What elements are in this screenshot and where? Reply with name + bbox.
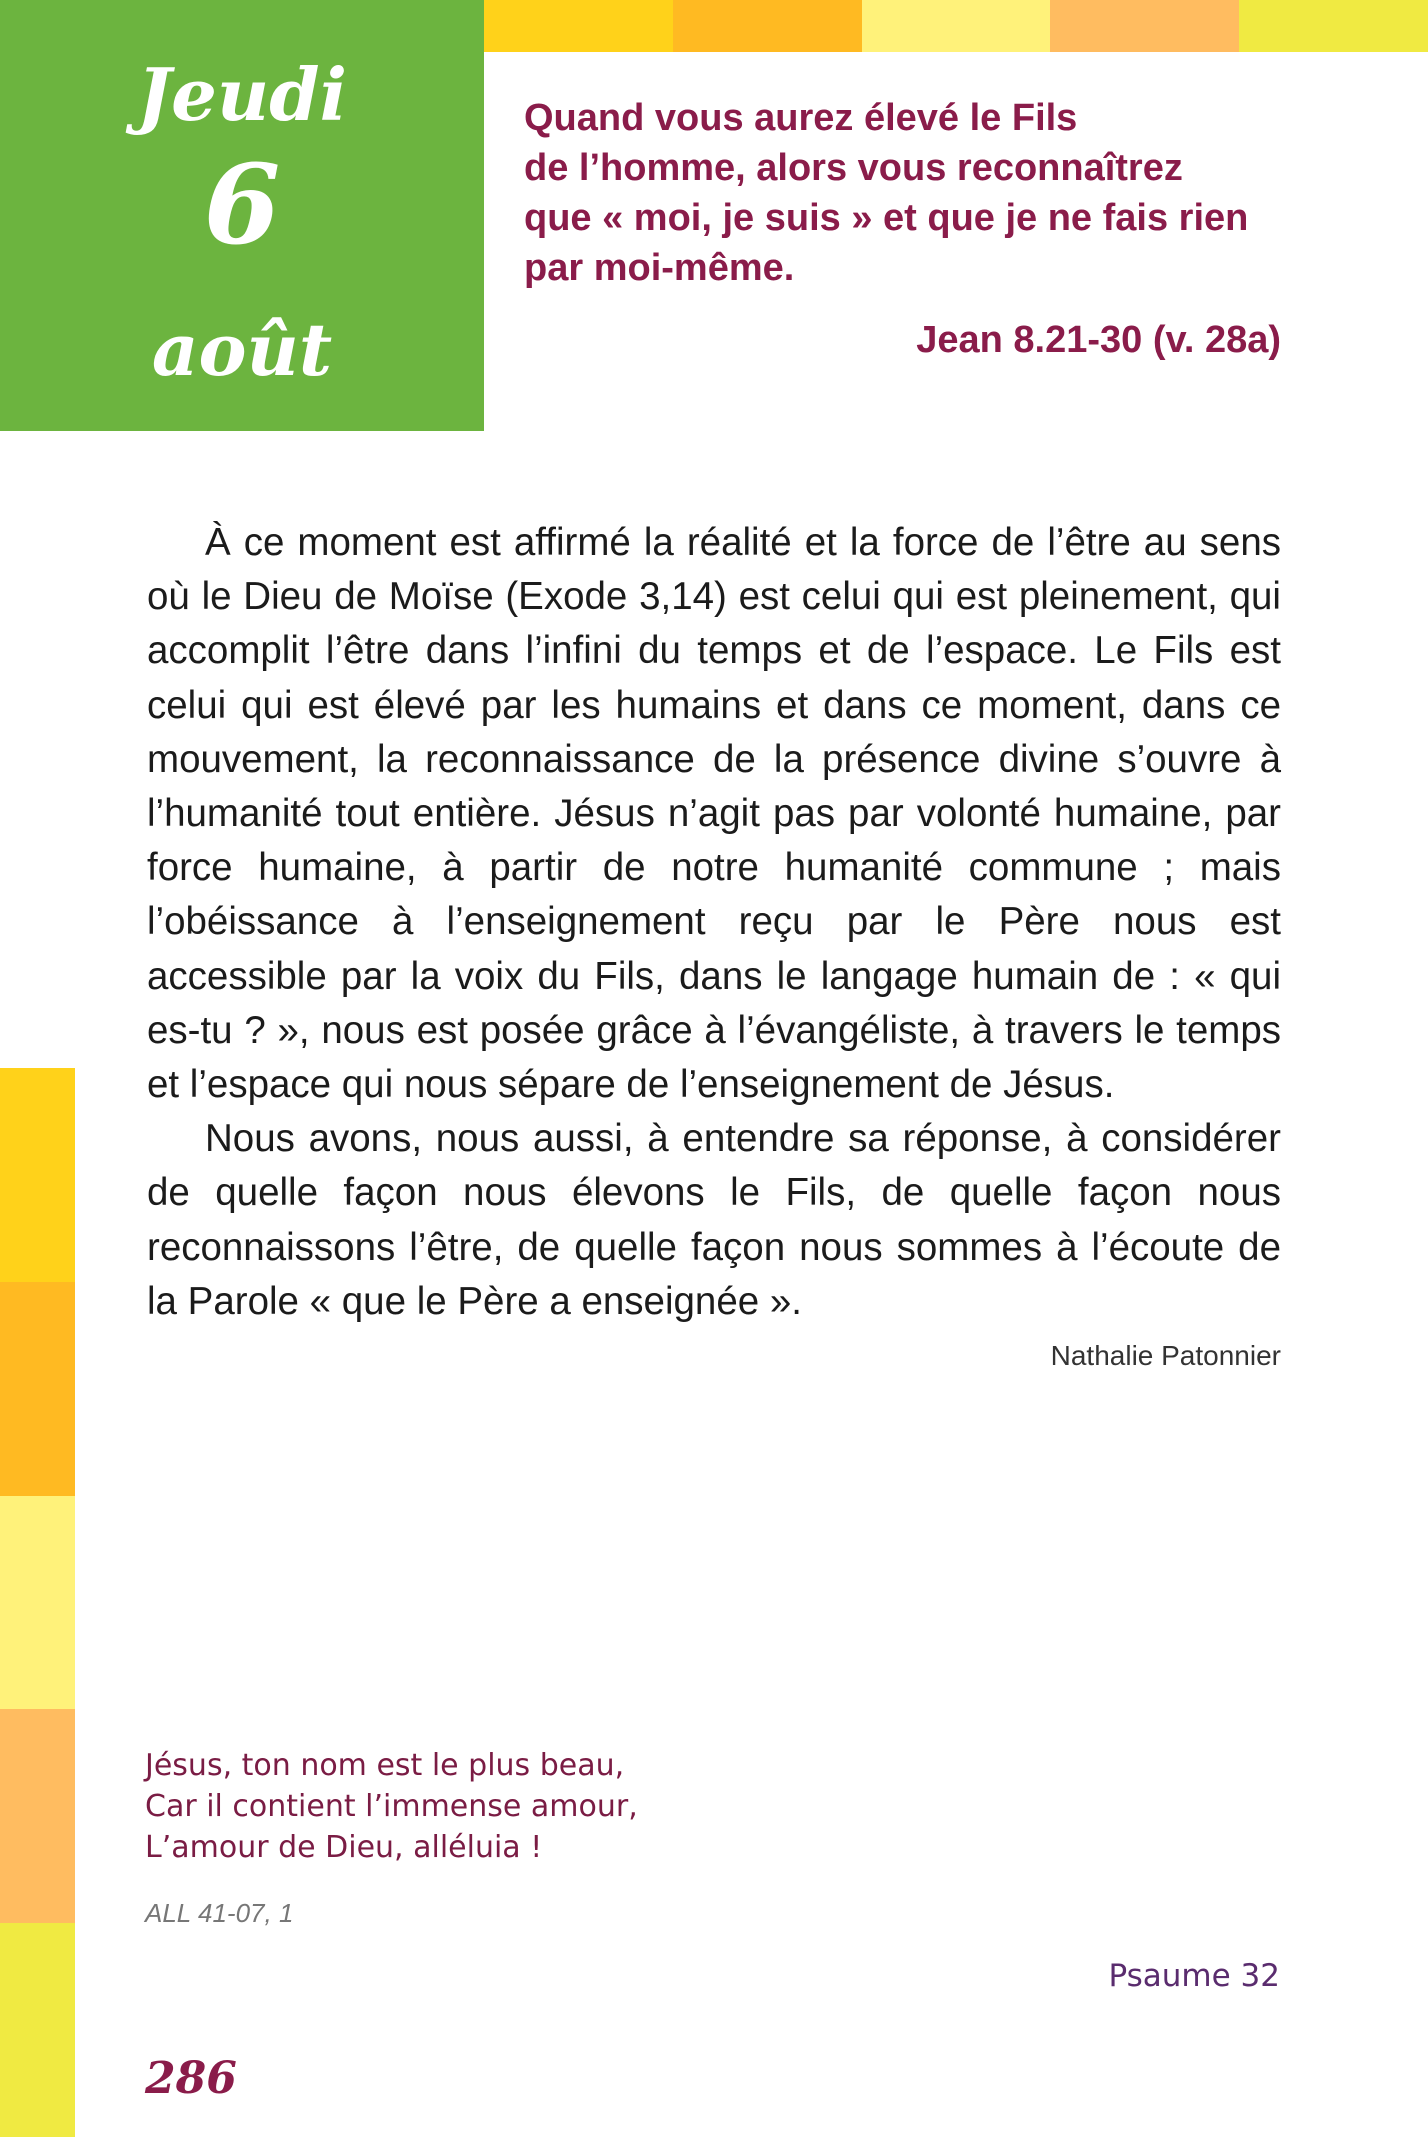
date-day-number: 6 [203, 140, 281, 269]
date-weekday: Jeudi [137, 52, 347, 137]
daily-verse [524, 93, 1284, 293]
date-box [0, 0, 484, 431]
meditation-author: Nathalie Patonnier [1050, 1340, 1281, 1371]
side-color-strip [0, 1068, 75, 2137]
verse-reference: Jean 8.21-30 (v. 28a) [916, 319, 1281, 361]
psalm-reference: Psaume 32 [1108, 1958, 1280, 1994]
top-strip-band-1 [484, 0, 673, 52]
meditation-paragraph: Nous avons, nous aussi, à entendre sa réponse, à considérer de quelle façon nous élevons le Fils, de quelle façon nous reconnaissons l’être, de quelle façon nous sommes à l’écoute de la Parole « que le Père a enseignée ». [147, 1117, 1281, 1323]
side-strip-band-2 [0, 1282, 75, 1496]
meditation-paragraph: À ce moment est affirmé la réalité et la force de l’être au sens où le Dieu de Moïse (Exode 3,14) est celui qui est pleinement, qui accomplit l’être dans l’infini du temps et de l’espace. Le Fils est celui qui est élevé par les humains et dans ce moment, dans ce mouvement, la reconnaissance de la présence divine s’ouvre à l’humanité tout entière. Jésus n’agit pas par volonté humaine, par force humaine, à partir de notre humanité commune ; mais l’obéissance à l’enseignement reçu par le Père nous est accessible par la voix du Fils, dans le langage humain de : « qui es-tu ? », nous est posée grâce à l’évangéliste, à travers le temps et l’espace qui nous sépare de l’enseignement de Jésus. [147, 521, 1281, 1107]
top-color-strip [484, 0, 1428, 52]
page-number: 286 [145, 2053, 237, 2104]
date-month: août [151, 307, 333, 392]
side-strip-band-4 [0, 1709, 75, 1923]
hymn-reference: ALL 41-07, 1 [145, 1898, 294, 1928]
meditation-text [147, 516, 1281, 1329]
side-strip-band-1 [0, 1068, 75, 1282]
side-strip-band-3 [0, 1496, 75, 1710]
top-strip-band-2 [673, 0, 862, 52]
side-strip-band-5 [0, 1923, 75, 2137]
hymn-text [145, 1745, 638, 1868]
top-strip-band-4 [1050, 0, 1239, 52]
hymn-line: Jésus, ton nom est le plus beau, [145, 1748, 625, 1783]
hymn-line: L’amour de Dieu, alléluia ! [145, 1830, 543, 1865]
verse-line: Quand vous aurez élevé le Fils [524, 97, 1078, 139]
verse-line: par moi-même. [524, 247, 795, 289]
top-strip-band-5 [1239, 0, 1428, 52]
verse-line: que « moi, je suis » et que je ne fais rien [524, 197, 1249, 239]
hymn-line: Car il contient l’immense amour, [145, 1789, 638, 1824]
top-strip-band-3 [862, 0, 1051, 52]
verse-line: de l’homme, alors vous reconnaîtrez [524, 147, 1183, 189]
